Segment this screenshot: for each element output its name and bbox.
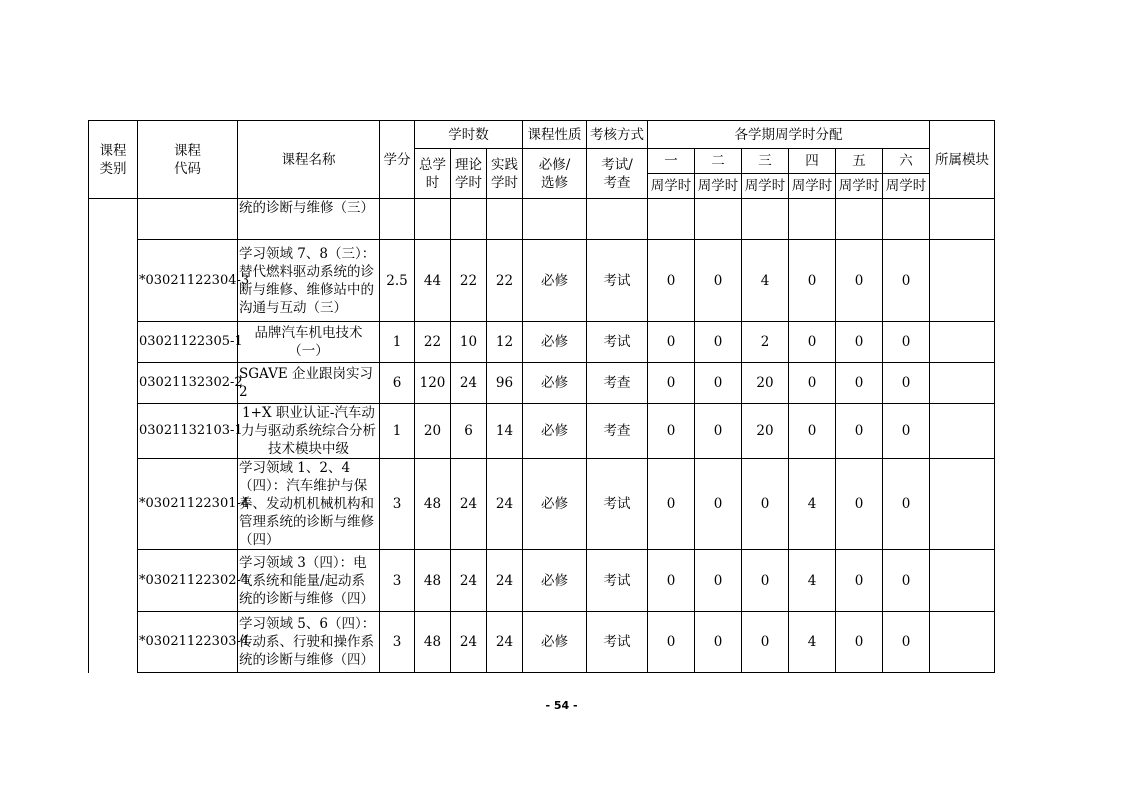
semester-4-hours-cell: 4 xyxy=(789,612,836,673)
header-weekly-hours: 周学时 xyxy=(789,174,836,199)
header-assess-sub: 考试/ 考查 xyxy=(587,149,648,199)
semester-6-hours-cell: 0 xyxy=(883,240,930,322)
theory-hours-cell: 10 xyxy=(451,322,487,363)
header-weekly-hours: 周学时 xyxy=(742,174,789,199)
module-cell xyxy=(930,199,995,240)
semester-2-hours-cell xyxy=(695,199,742,240)
module-cell xyxy=(930,363,995,404)
semester-3-hours-cell: 2 xyxy=(742,322,789,363)
practice-hours-cell: 24 xyxy=(487,459,523,550)
header-semester-4: 四 xyxy=(789,149,836,174)
total-hours-cell: 20 xyxy=(415,404,451,459)
practice-hours-cell: 14 xyxy=(487,404,523,459)
module-cell xyxy=(930,612,995,673)
semester-6-hours-cell: 0 xyxy=(883,459,930,550)
header-weekly-hours: 周学时 xyxy=(836,174,883,199)
course-nature-cell: 必修 xyxy=(523,363,587,404)
semester-3-hours-cell: 0 xyxy=(742,612,789,673)
header-semester-group: 各学期周学时分配 xyxy=(648,121,930,149)
credit-cell: 3 xyxy=(380,612,415,673)
practice-hours-cell: 12 xyxy=(487,322,523,363)
course-nature-cell: 必修 xyxy=(523,322,587,363)
table-row xyxy=(89,363,995,404)
course-name: 统的诊断与维修（三） xyxy=(238,199,380,240)
practice-hours-cell xyxy=(487,199,523,240)
credit-cell: 1 xyxy=(380,404,415,459)
header-hours-practice: 实践 学时 xyxy=(487,149,523,199)
credit-cell: 6 xyxy=(380,363,415,404)
header-credit: 学分 xyxy=(380,121,415,199)
assessment-cell: 考试 xyxy=(587,612,648,673)
practice-hours-cell: 96 xyxy=(487,363,523,404)
semester-6-hours-cell: 0 xyxy=(883,404,930,459)
total-hours-cell: 22 xyxy=(415,322,451,363)
semester-5-hours-cell: 0 xyxy=(836,459,883,550)
total-hours-cell: 48 xyxy=(415,459,451,550)
semester-6-hours-cell: 0 xyxy=(883,550,930,612)
course-code: 03021132103-1 xyxy=(138,404,238,459)
semester-1-hours-cell: 0 xyxy=(648,240,695,322)
semester-2-hours-cell: 0 xyxy=(695,550,742,612)
total-hours-cell xyxy=(415,199,451,240)
theory-hours-cell xyxy=(451,199,487,240)
assessment-cell: 考查 xyxy=(587,363,648,404)
assessment-cell: 考试 xyxy=(587,322,648,363)
semester-4-hours-cell: 4 xyxy=(789,459,836,550)
semester-5-hours-cell: 0 xyxy=(836,612,883,673)
course-nature-cell: 必修 xyxy=(523,459,587,550)
header-assess-title: 考核方式 xyxy=(587,121,648,149)
course-code: 03021122305-1 xyxy=(138,322,238,363)
table-row xyxy=(89,404,995,459)
page-number: - 54 - xyxy=(545,699,578,712)
course-nature-cell: 必修 xyxy=(523,612,587,673)
credit-cell xyxy=(380,199,415,240)
header-hours-group: 学时数 xyxy=(415,121,523,149)
course-name: SGAVE 企业跟岗实习 2 xyxy=(238,363,380,404)
semester-2-hours-cell: 0 xyxy=(695,612,742,673)
module-cell xyxy=(930,550,995,612)
course-name: 品牌汽车机电技术（一） xyxy=(238,322,380,363)
header-nature-title: 课程性质 xyxy=(523,121,587,149)
theory-hours-cell: 24 xyxy=(451,459,487,550)
semester-6-hours-cell: 0 xyxy=(883,612,930,673)
practice-hours-cell: 24 xyxy=(487,612,523,673)
practice-hours-cell: 24 xyxy=(487,550,523,612)
theory-hours-cell: 24 xyxy=(451,612,487,673)
course-name: 1+X 职业认证-汽车动力与驱动系统综合分析技术模块中级 xyxy=(238,404,380,459)
course-code: 03021132302-2 xyxy=(138,363,238,404)
semester-1-hours-cell: 0 xyxy=(648,322,695,363)
header-weekly-hours: 周学时 xyxy=(695,174,742,199)
course-name: 学习领域 5、6（四）：传动系、行驶和操作系统的诊断与维修（四） xyxy=(238,612,380,673)
total-hours-cell: 48 xyxy=(415,612,451,673)
course-code: *03021122301-4 xyxy=(138,459,238,550)
semester-3-hours-cell xyxy=(742,199,789,240)
semester-3-hours-cell: 0 xyxy=(742,550,789,612)
credit-cell: 1 xyxy=(380,322,415,363)
semester-2-hours-cell: 0 xyxy=(695,404,742,459)
semester-5-hours-cell xyxy=(836,199,883,240)
module-cell xyxy=(930,459,995,550)
semester-1-hours-cell: 0 xyxy=(648,612,695,673)
total-hours-cell: 48 xyxy=(415,550,451,612)
category-cell xyxy=(89,199,138,673)
course-name: 学习领域 3（四）：电气系统和能量/起动系统的诊断与维修（四） xyxy=(238,550,380,612)
assessment-cell: 考查 xyxy=(587,404,648,459)
credit-cell: 3 xyxy=(380,459,415,550)
semester-6-hours-cell: 0 xyxy=(883,363,930,404)
semester-1-hours-cell: 0 xyxy=(648,459,695,550)
header-semester-3: 三 xyxy=(742,149,789,174)
semester-6-hours-cell: 0 xyxy=(883,322,930,363)
semester-5-hours-cell: 0 xyxy=(836,363,883,404)
theory-hours-cell: 22 xyxy=(451,240,487,322)
assessment-cell: 考试 xyxy=(587,240,648,322)
header-module: 所属模块 xyxy=(930,121,995,199)
table-row xyxy=(89,199,995,240)
table-row xyxy=(89,240,995,322)
table-body xyxy=(89,199,995,673)
table-row xyxy=(89,612,995,673)
header-name: 课程名称 xyxy=(238,121,380,199)
semester-5-hours-cell: 0 xyxy=(836,240,883,322)
module-cell xyxy=(930,404,995,459)
practice-hours-cell: 22 xyxy=(487,240,523,322)
header-semester-5: 五 xyxy=(836,149,883,174)
semester-4-hours-cell: 0 xyxy=(789,404,836,459)
header-semester-2: 二 xyxy=(695,149,742,174)
assessment-cell xyxy=(587,199,648,240)
credit-cell: 2.5 xyxy=(380,240,415,322)
semester-1-hours-cell: 0 xyxy=(648,404,695,459)
course-nature-cell: 必修 xyxy=(523,404,587,459)
semester-4-hours-cell xyxy=(789,199,836,240)
course-code: *03021122304-3 xyxy=(138,240,238,322)
curriculum-table xyxy=(88,120,995,673)
assessment-cell: 考试 xyxy=(587,550,648,612)
total-hours-cell: 120 xyxy=(415,363,451,404)
course-nature-cell: 必修 xyxy=(523,550,587,612)
header-weekly-hours: 周学时 xyxy=(648,174,695,199)
semester-4-hours-cell: 4 xyxy=(789,550,836,612)
semester-2-hours-cell: 0 xyxy=(695,322,742,363)
course-nature-cell xyxy=(523,199,587,240)
course-code: *03021122303-4 xyxy=(138,612,238,673)
header-category: 课程 类别 xyxy=(89,121,138,199)
course-name: 学习领域 1、2、4（四）：汽车维护与保养、发动机机械机构和管理系统的诊断与维修（四） xyxy=(238,459,380,550)
semester-6-hours-cell xyxy=(883,199,930,240)
course-name: 学习领域 7、8（三）：替代燃料驱动系统的诊断与维修、维修站中的沟通与互动（三） xyxy=(238,240,380,322)
assessment-cell: 考试 xyxy=(587,459,648,550)
header-weekly-hours: 周学时 xyxy=(883,174,930,199)
semester-1-hours-cell xyxy=(648,199,695,240)
header-code: 课程 代码 xyxy=(138,121,238,199)
module-cell xyxy=(930,322,995,363)
semester-1-hours-cell: 0 xyxy=(648,363,695,404)
semester-3-hours-cell: 0 xyxy=(742,459,789,550)
semester-5-hours-cell: 0 xyxy=(836,404,883,459)
semester-2-hours-cell: 0 xyxy=(695,240,742,322)
course-nature-cell: 必修 xyxy=(523,240,587,322)
semester-2-hours-cell: 0 xyxy=(695,363,742,404)
header-hours-total: 总学 时 xyxy=(415,149,451,199)
course-code xyxy=(138,199,238,240)
table-row xyxy=(89,322,995,363)
theory-hours-cell: 24 xyxy=(451,363,487,404)
semester-1-hours-cell: 0 xyxy=(648,550,695,612)
module-cell xyxy=(930,240,995,322)
semester-3-hours-cell: 20 xyxy=(742,404,789,459)
semester-2-hours-cell: 0 xyxy=(695,459,742,550)
semester-4-hours-cell: 0 xyxy=(789,363,836,404)
course-code: *03021122302-4 xyxy=(138,550,238,612)
theory-hours-cell: 6 xyxy=(451,404,487,459)
semester-3-hours-cell: 20 xyxy=(742,363,789,404)
credit-cell: 3 xyxy=(380,550,415,612)
theory-hours-cell: 24 xyxy=(451,550,487,612)
semester-4-hours-cell: 0 xyxy=(789,322,836,363)
semester-3-hours-cell: 4 xyxy=(742,240,789,322)
total-hours-cell: 44 xyxy=(415,240,451,322)
table-row xyxy=(89,550,995,612)
semester-4-hours-cell: 0 xyxy=(789,240,836,322)
header-nature-sub: 必修/ 选修 xyxy=(523,149,587,199)
header-semester-1: 一 xyxy=(648,149,695,174)
semester-5-hours-cell: 0 xyxy=(836,550,883,612)
header-semester-6: 六 xyxy=(883,149,930,174)
semester-5-hours-cell: 0 xyxy=(836,322,883,363)
table-row xyxy=(89,459,995,550)
header-hours-theory: 理论 学时 xyxy=(451,149,487,199)
